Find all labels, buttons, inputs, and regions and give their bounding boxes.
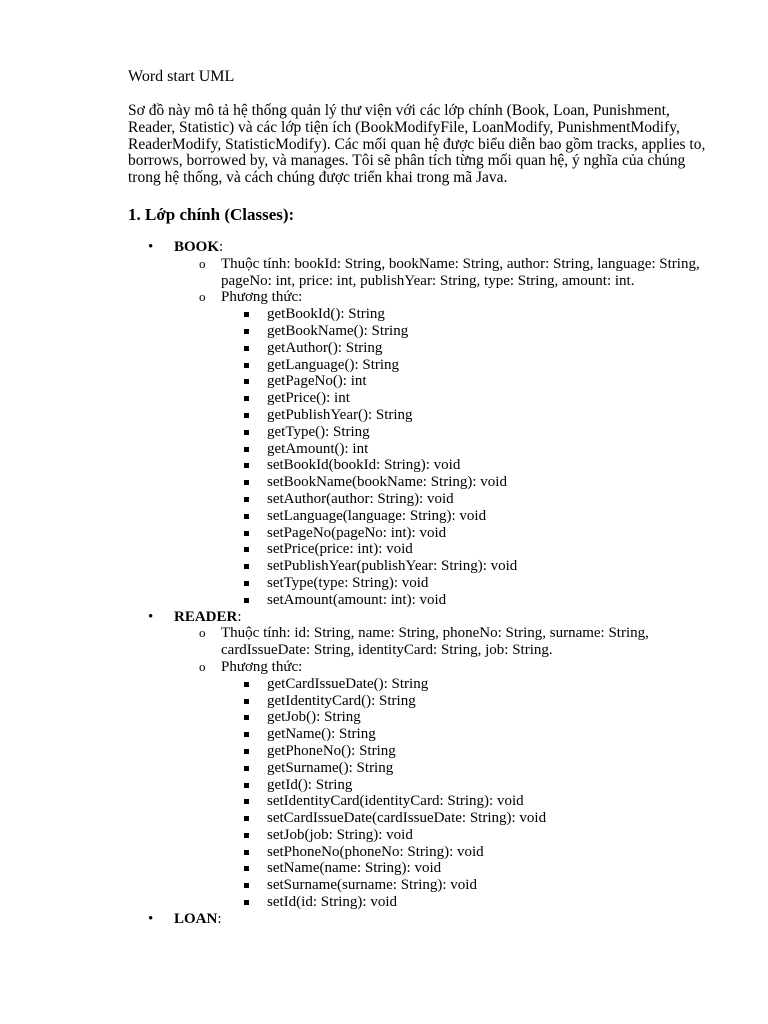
method-signature: setPrice(price: int): void (267, 541, 413, 558)
method-signature: setIdentityCard(identityCard: String): void (267, 793, 524, 810)
square-bullet-icon (244, 396, 249, 401)
method-item (0, 877, 768, 894)
document-title: Word start UML (128, 68, 235, 85)
method-signature: setJob(job: String): void (267, 826, 413, 843)
methods-label-item (0, 289, 701, 306)
method-signature: getPhoneNo(): String (267, 742, 396, 759)
square-bullet-icon (244, 783, 249, 788)
square-bullet-icon (244, 866, 249, 871)
colon: : (219, 239, 224, 255)
square-bullet-icon (244, 699, 249, 704)
method-item (0, 441, 768, 458)
class-item-reader (0, 609, 768, 626)
square-bullet-icon (244, 547, 249, 552)
square-bullet-icon (244, 900, 249, 905)
method-signature: getIdentityCard(): String (267, 692, 416, 709)
method-signature: setPhoneNo(phoneNo: String): void (267, 843, 484, 860)
method-signature: setPublishYear(publishYear: String): void (267, 558, 518, 575)
square-bullet-icon (244, 363, 249, 368)
square-bullet-icon (244, 379, 249, 384)
method-signature: getId(): String (267, 776, 353, 793)
class-item-loan (0, 911, 768, 928)
method-signature: getType(): String (267, 423, 370, 440)
method-signature: setPageNo(pageNo: int): void (267, 524, 447, 541)
method-signature: getPrice(): int (267, 390, 350, 407)
bullet-icon: • (148, 910, 154, 927)
method-item (0, 474, 768, 491)
attributes-text: Thuộc tính: bookId: String, bookName: String, author: String, language: String, pageNo: int, price: int, publishYear: String, type: String, amount: int. (221, 255, 700, 289)
square-bullet-icon (244, 329, 249, 334)
method-signature: setAmount(amount: int): void (267, 591, 447, 608)
method-signature: setCardIssueDate(cardIssueDate: String): void (267, 810, 547, 827)
attributes-item (0, 256, 701, 290)
book-method-list (0, 306, 768, 608)
square-bullet-icon (244, 514, 249, 519)
methods-label: Phương thức: (221, 289, 303, 306)
circle-bullet-icon: o (199, 289, 206, 305)
method-item (0, 709, 768, 726)
method-item (0, 491, 768, 508)
method-signature: setBookName(bookName: String): void (267, 474, 507, 491)
reader-method-list (0, 676, 768, 911)
method-item (0, 558, 768, 575)
method-item (0, 827, 768, 844)
method-item (0, 407, 768, 424)
square-bullet-icon (244, 816, 249, 821)
colon: : (237, 608, 242, 625)
method-item (0, 323, 768, 340)
class-name: LOAN (174, 910, 218, 927)
method-signature: setAuthor(author: String): void (267, 490, 454, 507)
square-bullet-icon (244, 883, 249, 888)
class-item-book (0, 239, 768, 256)
method-signature: getPageNo(): int (267, 373, 367, 390)
square-bullet-icon (244, 480, 249, 485)
bullet-icon: • (148, 608, 154, 625)
method-signature: setType(type: String): void (267, 574, 429, 591)
method-item (0, 390, 768, 407)
method-item (0, 424, 768, 441)
square-bullet-icon (244, 850, 249, 855)
method-signature: setBookId(bookId: String): void (267, 457, 461, 474)
square-bullet-icon (244, 715, 249, 720)
method-signature: setLanguage(language: String): void (267, 507, 487, 524)
square-bullet-icon (244, 581, 249, 586)
square-bullet-icon (244, 598, 249, 603)
colon: : (217, 910, 222, 927)
method-signature: setName(name: String): void (267, 860, 442, 877)
square-bullet-icon (244, 447, 249, 452)
square-bullet-icon (244, 413, 249, 418)
method-signature: setId(id: String): void (267, 894, 397, 911)
method-signature: getLanguage(): String (267, 356, 400, 373)
method-signature: getPublishYear(): String (267, 406, 413, 423)
method-signature: getAuthor(): String (267, 339, 383, 356)
method-signature: getAmount(): int (267, 440, 369, 457)
method-item (0, 676, 768, 693)
method-item (0, 340, 768, 357)
square-bullet-icon (244, 531, 249, 536)
method-item (0, 457, 768, 474)
method-signature: getName(): String (267, 726, 376, 743)
method-item (0, 743, 768, 760)
method-signature: getSurname(): String (267, 759, 394, 776)
method-item (0, 541, 768, 558)
square-bullet-icon (244, 463, 249, 468)
method-item (0, 760, 768, 777)
square-bullet-icon (244, 430, 249, 435)
square-bullet-icon (244, 833, 249, 838)
square-bullet-icon (244, 312, 249, 317)
class-name: READER (174, 608, 238, 625)
method-item (0, 592, 768, 609)
method-item (0, 575, 768, 592)
method-signature: getCardIssueDate(): String (267, 675, 429, 692)
method-item (0, 810, 768, 827)
square-bullet-icon (244, 799, 249, 804)
square-bullet-icon (244, 766, 249, 771)
bullet-icon: • (148, 239, 154, 255)
method-item (0, 508, 768, 525)
circle-bullet-icon: o (199, 625, 206, 641)
method-item (0, 894, 768, 911)
method-item (0, 726, 768, 743)
method-item (0, 844, 768, 861)
class-name: BOOK (174, 239, 220, 255)
circle-bullet-icon: o (199, 658, 206, 674)
method-signature: getJob(): String (267, 709, 361, 726)
circle-bullet-icon: o (199, 255, 206, 271)
methods-label-item (0, 659, 701, 676)
method-item (0, 860, 768, 877)
method-item (0, 373, 768, 390)
method-item (0, 793, 768, 810)
intro-paragraph: Sơ đồ này mô tả hệ thống quản lý thư viện với các lớp chính (Book, Loan, Punishment, Reader, Statistic) và các lớp tiện ích (BookModifyFile, LoanModify, PunishmentModify, ReaderModify, StatisticModify). Các mối quan hệ được biểu diễn bao gồm tracks, applies to, borrows, borrowed by, và manages. Tôi sẽ phân tích từng mối quan hệ, ý nghĩa của chúng trong hệ thống, và cách chúng được triển khai trong mã Java. (128, 102, 706, 187)
section-heading: 1. Lớp chính (Classes): (128, 205, 295, 224)
attributes-item (0, 625, 701, 659)
method-item (0, 693, 768, 710)
attributes-text: Thuộc tính: id: String, name: String, phoneNo: String, surname: String, cardIssueDate: String, identityCard: String, job: String. (221, 625, 649, 659)
method-item (0, 525, 768, 542)
methods-label: Phương thức: (221, 658, 303, 675)
method-signature: getBookId(): String (267, 306, 385, 323)
method-item (0, 777, 768, 794)
method-item (0, 306, 768, 323)
method-signature: setSurname(surname: String): void (267, 877, 477, 894)
method-item (0, 357, 768, 374)
method-signature: getBookName(): String (267, 322, 409, 339)
square-bullet-icon (244, 749, 249, 754)
square-bullet-icon (244, 732, 249, 737)
square-bullet-icon (244, 346, 249, 351)
class-list (0, 239, 768, 928)
square-bullet-icon (244, 497, 249, 502)
square-bullet-icon (244, 682, 249, 687)
square-bullet-icon (244, 564, 249, 569)
